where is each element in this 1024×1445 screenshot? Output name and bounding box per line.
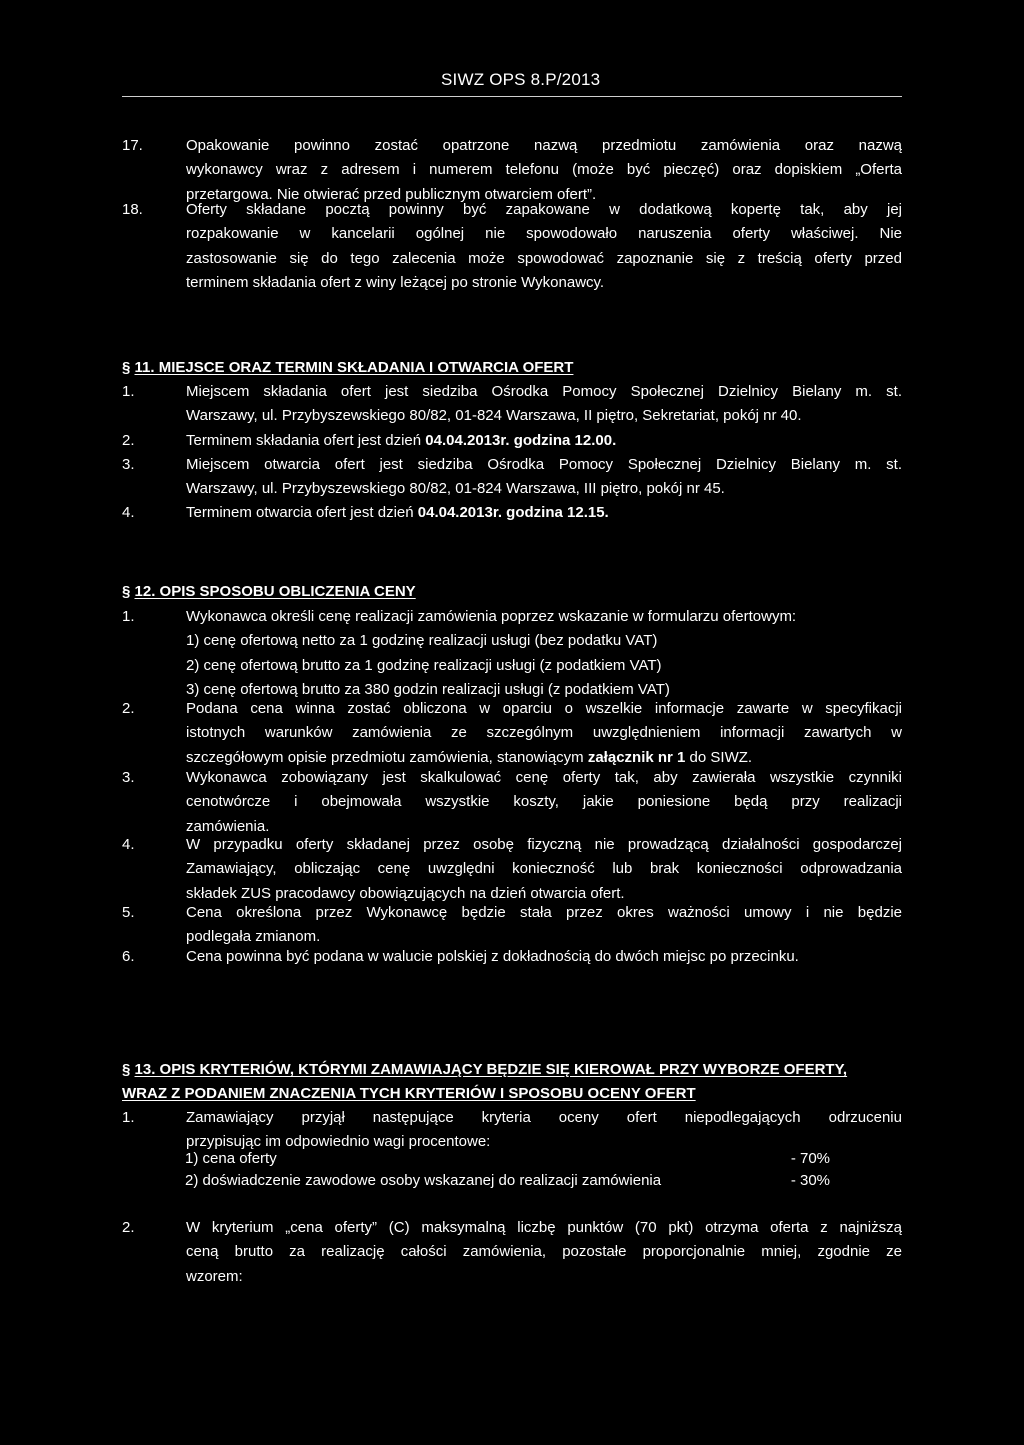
- header-rule: [122, 96, 902, 97]
- item-text-line: Miejscem otwarcia ofert jest siedziba Ośrodka Pomocy Społecznej Dzielnicy Bielany m. st.: [186, 456, 902, 473]
- paragraph-sign: §: [122, 359, 131, 376]
- sub-item: 1) cenę ofertową netto za 1 godzinę realizacji usługi (bez podatku VAT): [186, 632, 658, 650]
- list-item: [122, 901, 902, 950]
- list-item: [122, 501, 902, 525]
- item-number: 2.: [122, 700, 135, 717]
- item-text-line: W kryterium „cena oferty” (C) maksymalną liczbę punktów (70 pkt) otrzyma oferta z najniższą: [186, 1219, 902, 1236]
- item-text-line: zastosowanie się do tego zalecenia może spowodować zapoznanie się z treścią oferty przed: [186, 249, 902, 267]
- item-text-line: Podana cena winna zostać obliczona w oparciu o wszelkie informacje zawarte w specyfikacji: [186, 700, 902, 717]
- deadline-value: 04.04.2013r. godzina 12.00.: [425, 432, 617, 449]
- item-text-line: Warszawy, ul. Przybyszewskiego 80/82, 01-824 Warszawa, III piętro, pokój nr 45.: [186, 480, 725, 498]
- item-text-line: Cena określona przez Wykonawcę będzie stała przez okres ważności umowy i nie będzie: [186, 904, 902, 921]
- item-text-line: zamówienia.: [186, 817, 270, 835]
- item-text-line: podlegała zmianom.: [186, 928, 321, 946]
- item-text-line: przetargowa. Nie otwierać przed publicznym otwarciem ofert”.: [186, 185, 597, 203]
- item-text-line: przypisując im odpowiednio wagi procentowe:: [186, 1133, 491, 1151]
- list-item: [122, 134, 902, 207]
- criterion-row: [185, 1172, 830, 1189]
- item-number: 5.: [122, 904, 135, 921]
- item-number: 3.: [122, 456, 135, 473]
- list-item: [122, 453, 902, 502]
- item-text-line: Zamawiający, obliczając cenę uwzględni konieczność lub brak konieczności odprowadzania: [186, 860, 902, 878]
- item-number: 2.: [122, 432, 135, 449]
- section-heading: 11. MIEJSCE ORAZ TERMIN SKŁADANIA I OTWARCIA OFERT: [134, 359, 574, 376]
- section-11-title: [122, 356, 573, 380]
- attachment-ref: załącznik nr 1: [587, 748, 686, 766]
- item-text-line: wykonawcy wraz z adresem i numerem telefonu (może być pieczęć) oraz dopiskiem „Oferta: [186, 161, 902, 179]
- item-text: Terminem otwarcia ofert jest dzień: [186, 504, 418, 521]
- item-number: 18.: [122, 201, 143, 218]
- document-header: SIWZ OPS 8.P/2013: [441, 70, 601, 89]
- item-text-line: terminem składania ofert z winy leżącej po stronie Wykonawcy.: [186, 274, 605, 292]
- list-item: [122, 945, 902, 969]
- paragraph-sign: §: [122, 583, 131, 600]
- criterion-row: [185, 1150, 830, 1167]
- item-text-line: cenotwórcze i obejmowała wszystkie koszty, jakie poniesione będą przy realizacji: [186, 793, 902, 811]
- item-text-line: Zamawiający przyjął następujące kryteria oceny ofert niepodlegających odrzuceniu: [186, 1109, 902, 1126]
- item-text-line: W przypadku oferty składanej przez osobę fizyczną nie prowadzącą działalności gospodarczej: [186, 836, 902, 853]
- item-text-line: wzorem:: [186, 1267, 243, 1285]
- item-text-line: rozpakowanie w kancelarii ogólnej nie spowodowało naruszenia oferty właściwej. Nie: [186, 225, 902, 243]
- item-text: do SIWZ.: [685, 748, 753, 766]
- item-text-line: składek ZUS pracodawcy obowiązujących na dzień otwarcia ofert.: [186, 884, 625, 902]
- item-number: 4.: [122, 836, 135, 853]
- item-number: 1.: [122, 1109, 135, 1126]
- item-number: 1.: [122, 608, 135, 625]
- item-text-line: Wykonawca określi cenę realizacji zamówienia poprzez wskazanie w formularzu ofertowym:: [186, 608, 797, 625]
- item-text-line: istotnych warunków zamówienia ze szczególnym uwzględnieniem informacji zawartych w: [186, 724, 902, 742]
- sub-item: 3) cenę ofertową brutto za 380 godzin realizacji usługi (z podatkiem VAT): [186, 681, 670, 699]
- criterion-weight: - 30%: [790, 1172, 830, 1189]
- item-number: 6.: [122, 948, 135, 965]
- list-item: [122, 766, 902, 839]
- item-text-line: Wykonawca zobowiązany jest skalkulować cenę oferty tak, aby zawierała wszystkie czynniki: [186, 769, 902, 786]
- item-number: 3.: [122, 769, 135, 786]
- list-item: [122, 429, 902, 453]
- item-text-line: Cena powinna być podana w walucie polskiej z dokładnością do dwóch miejsc po przecinku.: [186, 948, 799, 965]
- criterion-label: 1) cena oferty: [185, 1150, 277, 1167]
- criterion-label: 2) doświadczenie zawodowe osoby wskazanej do realizacji zamówienia: [185, 1172, 662, 1189]
- item-text: Terminem składania ofert jest dzień: [186, 432, 426, 449]
- section-13-title: [122, 1058, 847, 1106]
- item-text-line: ceną brutto za realizację całości zamówienia, pozostałe proporcjonalnie mniej, zgodnie ze: [186, 1243, 902, 1261]
- section-12-title: [122, 580, 416, 604]
- list-item: [122, 198, 902, 296]
- section-heading: 13. OPIS KRYTERIÓW, KTÓRYMI ZAMAWIAJĄCY BĘDZIE SIĘ KIEROWAŁ PRZY WYBORZE OFERTY,: [134, 1061, 848, 1078]
- item-number: 2.: [122, 1219, 135, 1236]
- item-text-line: Warszawy, ul. Przybyszewskiego 80/82, 01-824 Warszawa, II piętro, Sekretariat, pokój nr 40.: [186, 407, 802, 425]
- list-item: [122, 605, 902, 703]
- item-text-line: Miejscem składania ofert jest siedziba Ośrodka Pomocy Społecznej Dzielnicy Bielany m. st.: [186, 383, 902, 400]
- paragraph-sign: §: [122, 1061, 131, 1078]
- list-item: [122, 380, 902, 429]
- section-heading: 12. OPIS SPOSOBU OBLICZENIA CENY: [134, 583, 416, 600]
- sub-item: 2) cenę ofertową brutto za 1 godzinę realizacji usługi (z podatkiem VAT): [186, 656, 662, 674]
- item-number: 17.: [122, 137, 143, 154]
- list-item: [122, 1216, 902, 1289]
- list-item: [122, 697, 902, 770]
- item-number: 4.: [122, 504, 135, 521]
- section-heading: WRAZ Z PODANIEM ZNACZENIA TYCH KRYTERIÓW I SPOSOBU OCENY OFERT: [122, 1085, 696, 1102]
- list-item: [122, 833, 902, 906]
- deadline-value: 04.04.2013r. godzina 12.15.: [417, 504, 609, 521]
- item-text-line: Oferty składane pocztą powinny być zapakowane w dodatkową kopertę tak, aby jej: [186, 201, 902, 218]
- item-text-line: Opakowanie powinno zostać opatrzone nazwą przedmiotu zamówienia oraz nazwą: [186, 137, 902, 154]
- item-number: 1.: [122, 383, 135, 400]
- list-item: [122, 1106, 902, 1155]
- criterion-weight: - 70%: [790, 1150, 830, 1167]
- item-text: szczegółowym opisie przedmiotu zamówienia, stanowiącym: [186, 748, 588, 766]
